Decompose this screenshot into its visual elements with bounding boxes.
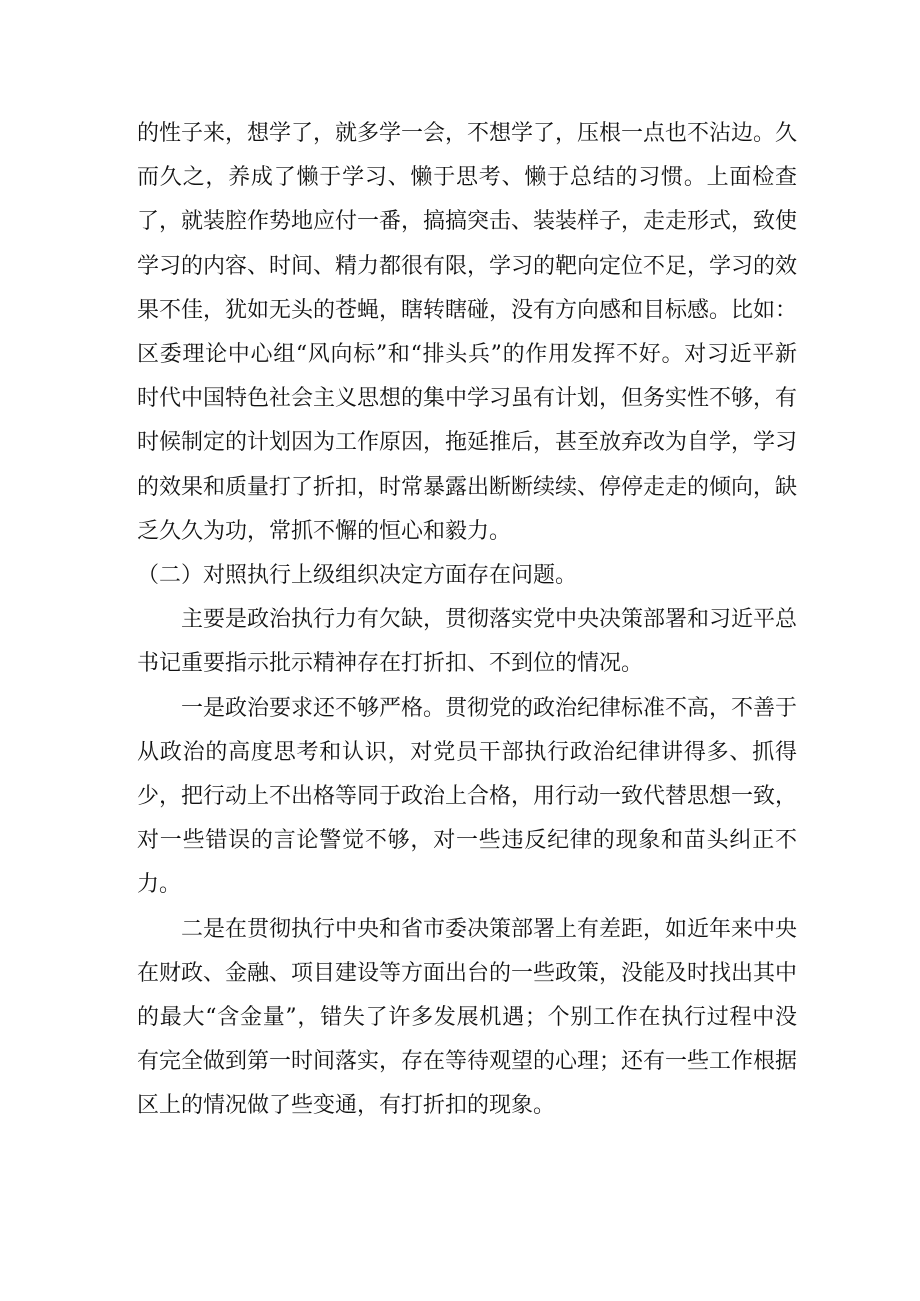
paragraph-point-one: 一是政治要求还不够严格。贯彻党的政治纪律标准不高，不善于从政治的高度思考和认识，对党员干部执行政治纪律讲得多、抓得少，把行动上不出格等同于政治上合格，用行动一致代替思想一致，对一些错误的言论警觉不够，对一些违反纪律的现象和苗头纠正不力。 bbox=[137, 695, 798, 898]
paragraph-point-two: 二是在贯彻执行中央和省市委决策部署上有差距，如近年来中央在财政、金融、项目建设等方面出台的一些政策，没能及时找出其中的最大“含金量”，错失了许多发展机遇；个别工作在执行过程中没有完全做到第一时间落实，存在等待观望的心理；还有一些工作根据区上的情况做了些变通，有打折扣的现象。 bbox=[137, 916, 798, 1119]
paragraph-continuation: 的性子来，想学了，就多学一会，不想学了，压根一点也不沾边。久而久之，养成了懒于学习、懒于思考、懒于总结的习惯。上面检查了，就装腔作势地应付一番，搞搞突击、装装样子，走走形式，致使学习的内容、时间、精力都很有限，学习的靶向定位不足，学习的效果不佳，犹如无头的苍蝇，瞎转瞎碰，没有方向感和目标感。比如：区委理论中心组“风向标”和“排头兵”的作用发挥不好。对习近平新时代中国特色社会主义思想的集中学习虽有计划，但务实性不够，有时候制定的计划因为工作原因，拖延推后，甚至放弃改为自学，学习的效果和质量打了折扣，时常暴露出断断续续、停停走走的倾向，缺乏久久为功，常抓不懈的恒心和毅力。 bbox=[137, 121, 798, 544]
paragraph-summary: 主要是政治执行力有欠缺，贯彻落实党中央决策部署和习近平总书记重要指示批示精神存在打折扣、不到位的情况。 bbox=[137, 607, 798, 677]
section-heading: （二）对照执行上级组织决定方面存在问题。 bbox=[137, 563, 578, 589]
document-body bbox=[137, 112, 797, 1129]
